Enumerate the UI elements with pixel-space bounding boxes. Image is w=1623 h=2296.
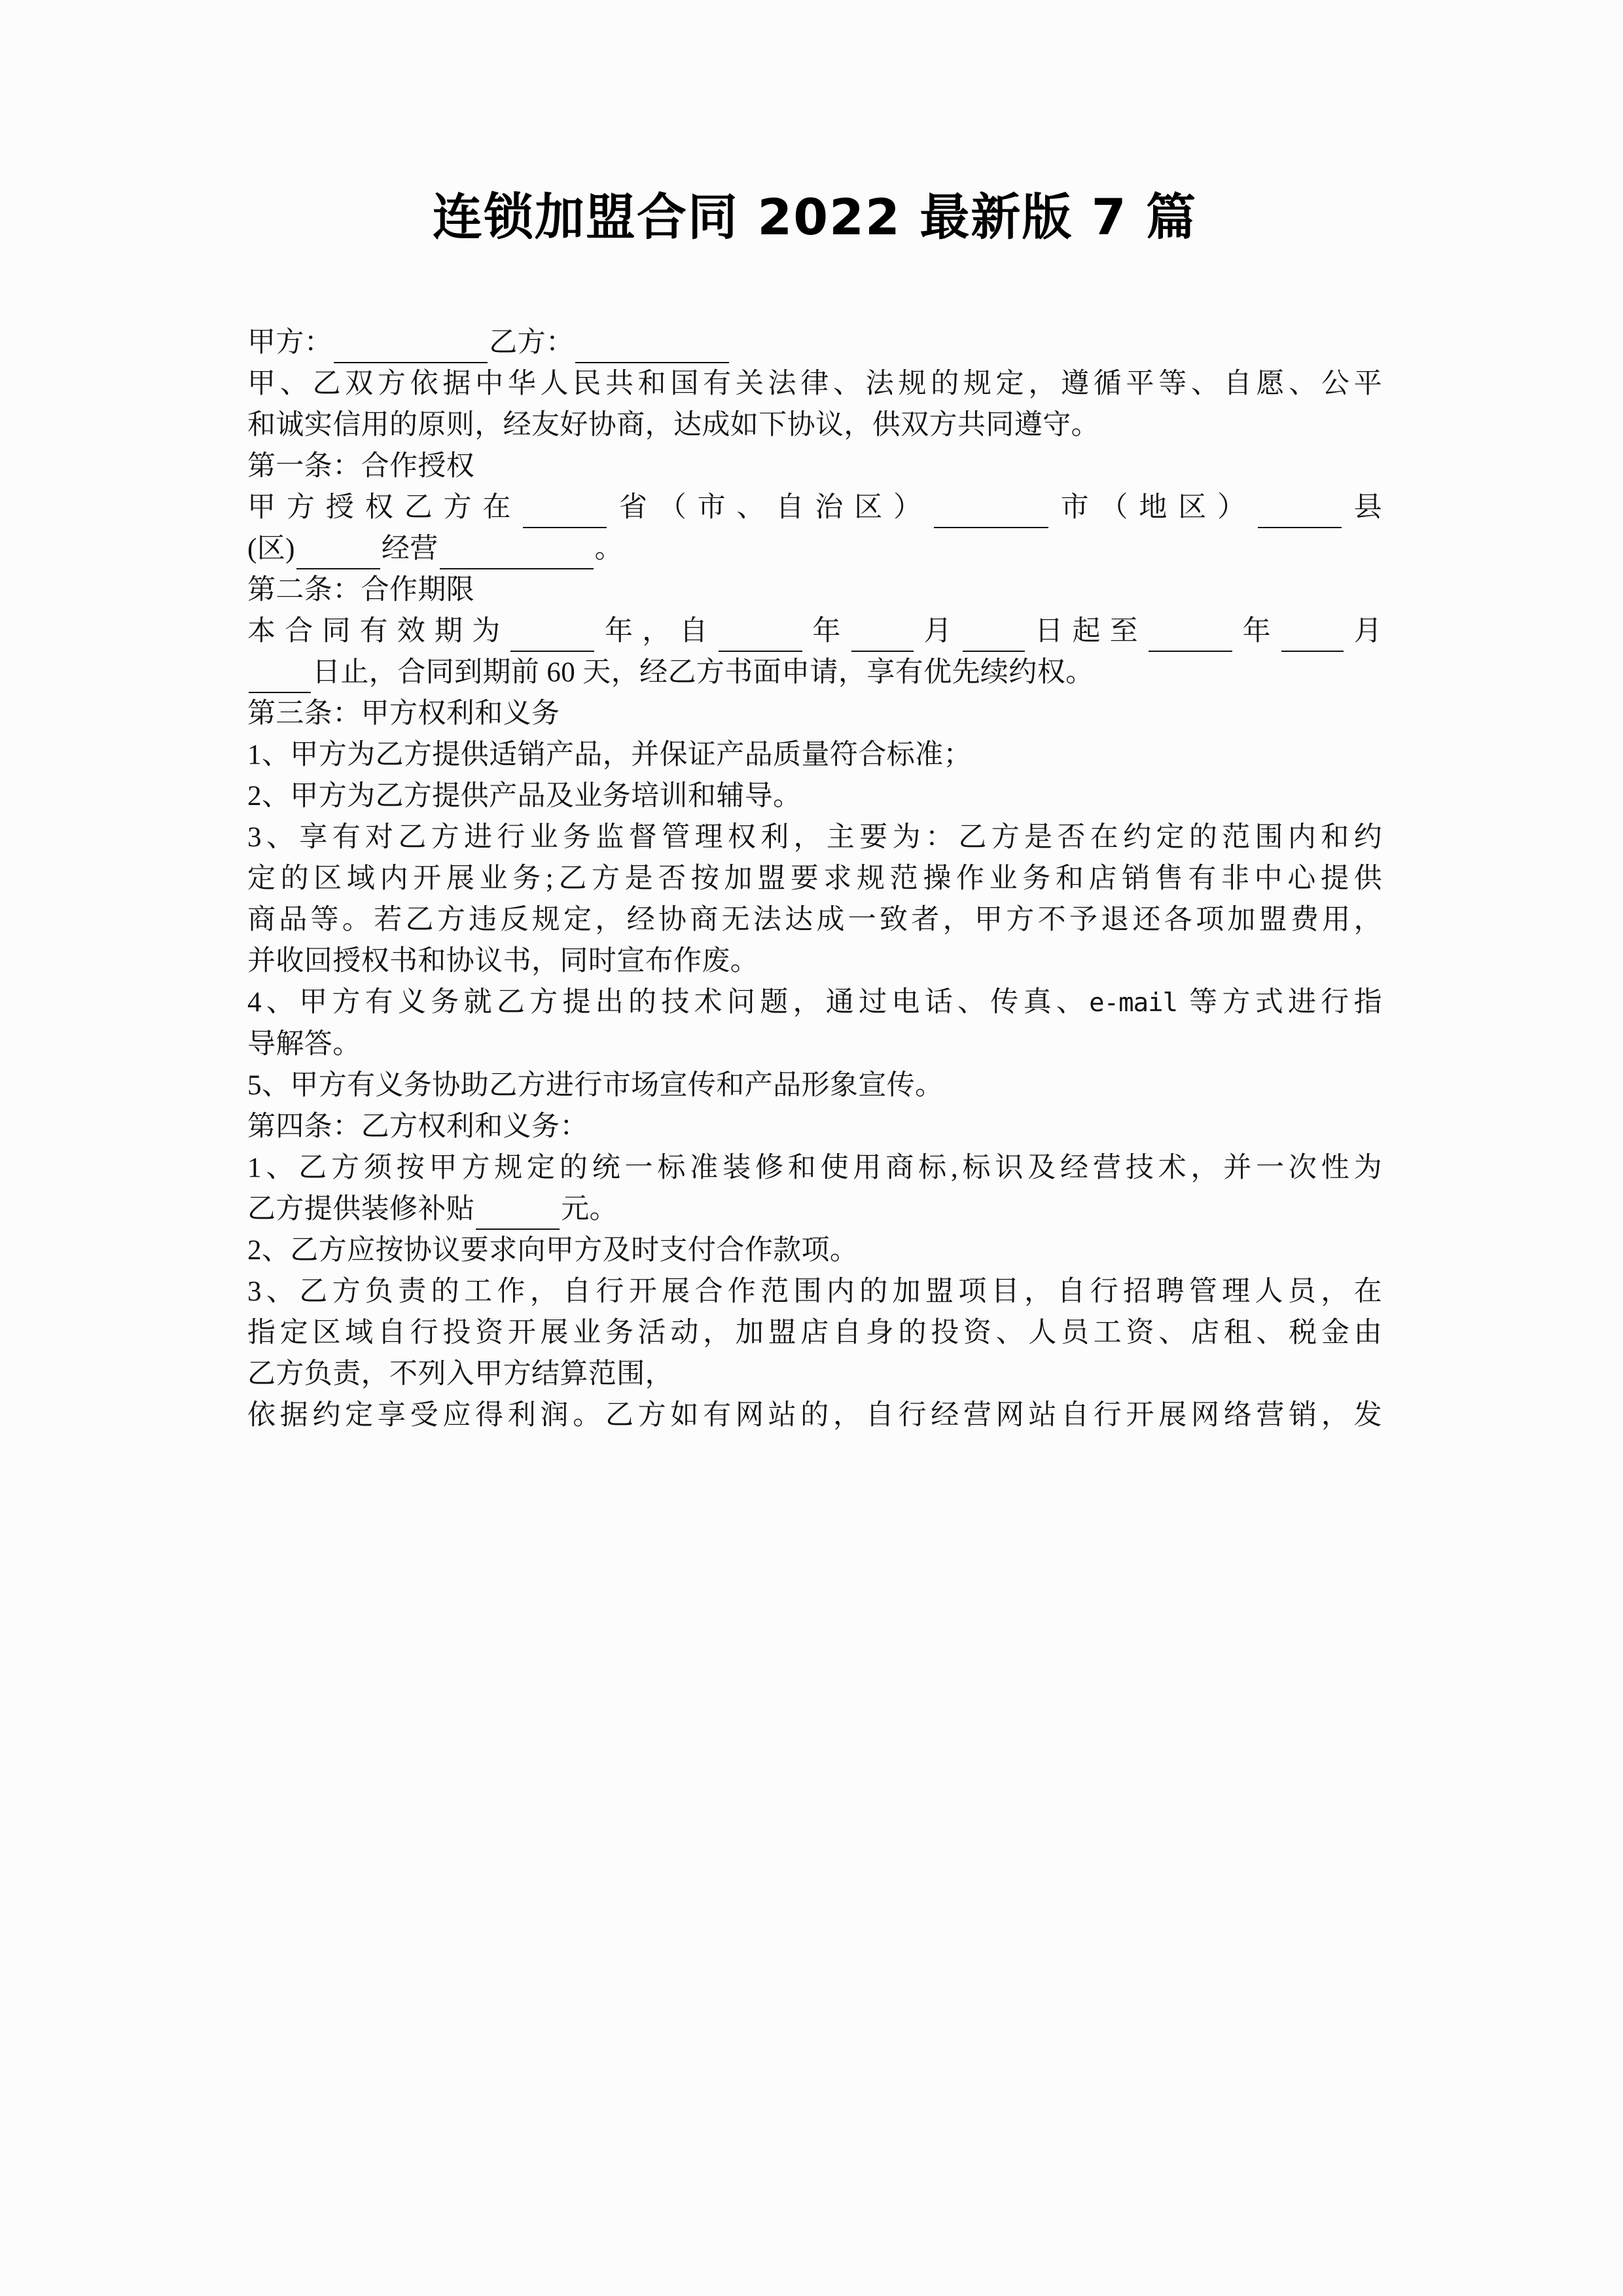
paragraph-preamble-1: 甲、乙双方依据中华人民共和国有关法律、法规的规定，遵循平等、自愿、公平 bbox=[247, 368, 1382, 399]
subsidy-unit: 元。 bbox=[561, 1193, 618, 1225]
city-blank[interactable] bbox=[934, 501, 1048, 528]
county-label: 县 bbox=[1343, 492, 1382, 523]
district-label: (区) bbox=[247, 533, 295, 564]
email-keyword: e-mail bbox=[1089, 988, 1178, 1018]
paragraph-article-4-item-2: 2、乙方应按协议要求向甲方及时支付合作款项。 bbox=[247, 1234, 859, 1266]
province-blank[interactable] bbox=[523, 501, 607, 528]
operate-period-mark: 。 bbox=[594, 533, 624, 564]
start-year-label: 年 bbox=[803, 615, 850, 647]
paragraph-article-3-item-3-line-1: 3、享有对乙方进行业务监督管理权利，主要为：乙方是否在约定的范围内和约 bbox=[247, 821, 1382, 853]
end-year-label: 年 bbox=[1233, 615, 1280, 647]
start-day-blank[interactable] bbox=[963, 624, 1025, 652]
paragraph-article-4-item-3-line-4: 依据约定享受应得利润。乙方如有网站的，自行经营网站自行开展网络营销，发 bbox=[247, 1399, 1382, 1431]
paragraph-article-4-item-3-line-2: 指定区域自行投资开展业务活动，加盟店自身的投资、人员工资、店租、税金由 bbox=[247, 1317, 1382, 1348]
operate-blank[interactable] bbox=[440, 542, 594, 569]
support-suffix: 等方式进行指 bbox=[1177, 986, 1382, 1018]
contract-body bbox=[247, 322, 1382, 1436]
end-year-blank[interactable] bbox=[1149, 624, 1232, 652]
party-b-blank[interactable] bbox=[575, 336, 729, 363]
end-month-label: 月 bbox=[1344, 615, 1383, 647]
heading-article-1: 第一条：合作授权 bbox=[247, 450, 475, 482]
paragraph-article-3-item-3-line-3: 商品等。若乙方违反规定，经协商无法达成一致者，甲方不予退还各项加盟费用， bbox=[247, 904, 1382, 935]
renewal-text: 日止，合同到期前 60 天，经乙方书面申请，享有优先续约权。 bbox=[312, 656, 1094, 688]
party-a-blank[interactable] bbox=[334, 336, 488, 363]
paragraph-article-4-item-3-line-3: 乙方负责，不列入甲方结算范围， bbox=[247, 1358, 673, 1390]
paragraph-preamble-2: 和诚实信用的原则，经友好协商，达成如下协议，供双方共同遵守。 bbox=[247, 409, 1099, 440]
party-b-label: 乙方： bbox=[489, 327, 575, 358]
support-prefix: 4、甲方有义务就乙方提出的技术问题，通过电话、传真、 bbox=[247, 986, 1090, 1018]
heading-article-3: 第三条：甲方权利和义务 bbox=[247, 698, 560, 729]
subsidy-prefix: 乙方提供装修补贴 bbox=[247, 1193, 475, 1225]
paragraph-article-3-item-3-line-4: 并收回授权书和协议书，同时宣布作废。 bbox=[247, 945, 759, 977]
end-month-blank[interactable] bbox=[1281, 624, 1344, 652]
paragraph-article-3-item-4-line-1 bbox=[247, 982, 1382, 1024]
paragraph-article-1-line-2 bbox=[247, 528, 1382, 569]
term-prefix: 本合同有效期为 bbox=[247, 615, 510, 647]
heading-article-2: 第二条：合作期限 bbox=[247, 574, 475, 605]
paragraph-article-2-line-2 bbox=[247, 652, 1382, 693]
end-day-blank[interactable] bbox=[249, 666, 311, 693]
district-blank[interactable] bbox=[296, 542, 380, 569]
paragraph-article-3-item-2: 2、甲方为乙方提供产品及业务培训和辅导。 bbox=[247, 780, 802, 812]
term-from-label: 年，自 bbox=[596, 615, 717, 647]
paragraph-article-4-item-1-line-2 bbox=[247, 1189, 1382, 1230]
term-years-blank[interactable] bbox=[510, 624, 594, 652]
term-to-label: 日起至 bbox=[1026, 615, 1147, 647]
auth-prefix: 甲方授权乙方在 bbox=[247, 492, 522, 523]
start-year-blank[interactable] bbox=[719, 624, 802, 652]
document-content bbox=[247, 0, 1382, 1436]
start-month-blank[interactable] bbox=[851, 624, 914, 652]
paragraph-article-3-item-5: 5、甲方有义务协助乙方进行市场宣传和产品形象宣传。 bbox=[247, 1069, 944, 1101]
paragraph-parties bbox=[247, 322, 1382, 363]
subsidy-amount-blank[interactable] bbox=[476, 1202, 560, 1230]
city-label: 市（地区） bbox=[1050, 492, 1257, 523]
operate-label: 经营 bbox=[381, 533, 438, 564]
county-blank[interactable] bbox=[1258, 501, 1342, 528]
page-title: 连锁加盟合同 2022 最新版 7 篇 bbox=[432, 188, 1198, 246]
paragraph-article-4-item-3-line-1: 3、乙方负责的工作，自行开展合作范围内的加盟项目，自行招聘管理人员，在 bbox=[247, 1276, 1382, 1307]
heading-article-4: 第四条：乙方权利和义务： bbox=[247, 1111, 588, 1142]
paragraph-article-3-item-3-line-2: 定的区域内开展业务;乙方是否按加盟要求规范操作业务和店销售有非中心提供 bbox=[247, 863, 1382, 894]
paragraph-article-3-item-4-line-2: 导解答。 bbox=[247, 1028, 361, 1060]
start-month-label: 月 bbox=[914, 615, 961, 647]
province-label: 省（市、自治区） bbox=[608, 492, 933, 523]
paragraph-article-1-line-1 bbox=[247, 487, 1382, 528]
party-a-label: 甲方： bbox=[247, 327, 333, 358]
paragraph-article-4-item-1-line-1: 1、乙方须按甲方规定的统一标准装修和使用商标,标识及经营技术，并一次性为 bbox=[247, 1152, 1382, 1183]
paragraph-article-3-item-1: 1、甲方为乙方提供适销产品，并保证产品质量符合标准； bbox=[247, 739, 972, 770]
paragraph-article-2-line-1 bbox=[247, 611, 1382, 652]
